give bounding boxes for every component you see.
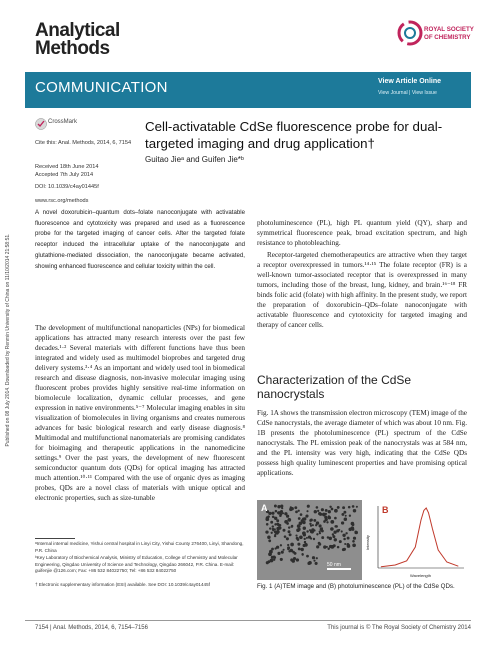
tem-particle <box>289 533 292 536</box>
received-date: Received 18th June 2014 <box>35 164 99 170</box>
publisher-name <box>424 26 474 41</box>
tem-particle <box>283 549 285 551</box>
tem-particle <box>287 544 289 546</box>
tem-particle <box>356 506 358 508</box>
tem-particle <box>334 538 337 541</box>
tem-particle <box>271 532 273 534</box>
tem-particle <box>329 506 331 508</box>
tem-particle <box>324 516 327 519</box>
tem-particle <box>342 548 345 551</box>
section-heading: Characterization of the CdSe nanocrystals <box>257 373 412 401</box>
footnote-rule <box>35 538 75 539</box>
tem-image <box>257 500 362 580</box>
crossmark-icon[interactable] <box>35 118 47 130</box>
tem-particle <box>313 538 315 540</box>
tem-particle <box>305 515 308 518</box>
tem-particle <box>341 530 343 532</box>
tem-particle <box>312 524 314 526</box>
tem-particle <box>317 510 319 512</box>
panel-b-label: B <box>382 505 389 515</box>
tem-particle <box>297 538 300 541</box>
tem-particle <box>288 526 290 528</box>
tem-particle <box>282 512 284 514</box>
tem-particle <box>272 516 275 519</box>
tem-particle <box>299 535 303 539</box>
publisher-line1: ROYAL SOCIETY <box>424 26 474 33</box>
tem-particle <box>265 517 269 521</box>
body-right-paragraph-2: Fig. 1A shows the transmission electron microscopy (TEM) image of the CdSe nanocrystals, the average diameter of which was about 10 nm. Fig. 1B presents the photoluminescence (PL) spectrum of the CdSe nanocrystals. The PL emission peak of the nanocrystals was at 584 nm, and the PL intensity was very high, indicating that the CdSe QDs possess high quality luminescent properties and have promising optical applications. <box>257 409 467 477</box>
tem-particle <box>280 558 283 561</box>
tem-particle <box>332 535 335 538</box>
tem-particle <box>287 546 290 549</box>
tem-particle <box>274 505 277 508</box>
tem-particle <box>339 540 342 543</box>
tem-particle <box>265 530 268 533</box>
tem-particle <box>280 513 283 516</box>
tem-particle <box>345 532 347 534</box>
tem-particle <box>352 543 356 547</box>
tem-particle <box>310 525 312 527</box>
tem-particle <box>306 555 309 558</box>
tem-particle <box>274 534 276 536</box>
y-axis-label: Intensity <box>365 535 370 550</box>
tem-particle <box>352 505 355 508</box>
scale-bar-label: 50 nm <box>327 562 341 568</box>
footer-rule <box>25 620 471 621</box>
tem-particle <box>326 521 328 523</box>
tem-particle <box>347 544 351 548</box>
tem-particle <box>321 508 324 511</box>
tem-particle <box>347 537 350 540</box>
tem-particle <box>334 525 337 528</box>
tem-particle <box>325 509 328 512</box>
tem-particle <box>313 519 316 522</box>
tem-particle <box>272 525 274 527</box>
tem-particle <box>331 508 334 511</box>
body-right-paragraph-1: Receptor-targeted chemotherapeutics are attractive when they target a receptor overexpressed in tumors.¹⁴·¹⁵ The folate receptor (FR) is a well-known tumor-associated receptor that is overexpressed in many tumors, including those of the breast, lung, kidney, and brain.¹⁶⁻¹⁸ FR binds folic acid (folate) with high affinity. In the present study, we report the preparation of doxorubicin–QDs–folate nanoconjugate with activatable fluorescence and cytotoxicity for targeted imaging and therapy of cancer cells. <box>257 251 467 329</box>
tem-particle <box>268 552 272 556</box>
tem-particle <box>341 521 344 524</box>
tem-particle <box>286 515 289 518</box>
tem-particle <box>301 548 304 551</box>
journal-name-line2: Methods <box>35 38 110 59</box>
tem-particle <box>345 515 347 517</box>
tem-particle <box>332 545 334 547</box>
tem-particle <box>291 507 294 510</box>
tem-particle <box>321 530 324 533</box>
tem-particle <box>292 559 295 562</box>
tem-particle <box>336 529 339 532</box>
body-left-column: The development of multifunctional nanoparticles (NPs) for biomedical applications has attracted many research interests over the past few decades.¹·² Several materials with different functions have thus been integrated and widely used as multimodel bioprobes and targeted drug delivery systems.³·⁴ As an important and widely used tool in biomedical research and disease diagnosis, non-invasive molecular imaging using fluorescent probes provides highly sensitive real-time information on biomolecule localization, dynamic cellular processes, and gene expression in native environments.⁵⁻⁷ Molecular imaging enables in situ visualization of biomolecules in living organisms and creates numerous advances for basic biological research and early disease diagnosis.⁸ Multimodal and multifunctional nanomaterials are promising candidates for bioimaging and therapeutic applications in the nanomedicine settings.⁹ Over the past years, the development of new fluorescent semiconductor quantum dots (QDs) for optical imaging has attracted much attention.¹⁰·¹¹ Compared with the use of organic dyes as imaging probes, QDs are a novel class of materials with unique optical and electronic properties, such as size-tunable <box>35 324 245 502</box>
footnote-a: ᵃInternal internal medicine, Yishui central hospital in Linyi City, Yishui County 276400, Linyi, Shandong, P.R. China <box>35 541 244 553</box>
tem-particle <box>266 523 269 526</box>
footnote-b: ᵇKey Laboratory of Biochemical Analysis, Ministry of Education, College of Chemistry and Molecular Engineering, Qingdao University of Science and Technology, Qingdao 266042, P.R. China. E-mail: guifenjie @126.com; Fax: +86 532 84022750; Tel: +86 532 84022750 <box>35 555 238 574</box>
tem-particle <box>277 505 280 508</box>
tem-particle <box>316 533 318 535</box>
tem-particle <box>316 506 319 509</box>
tem-particle <box>274 523 277 526</box>
tem-particle <box>329 537 332 540</box>
tem-particle <box>307 505 310 508</box>
tem-particle <box>306 530 308 532</box>
figure-1 <box>257 500 467 580</box>
tem-particle <box>342 534 345 537</box>
tem-particle <box>343 511 346 514</box>
tem-particle <box>298 547 301 550</box>
tem-particle <box>278 526 282 530</box>
tem-particle <box>276 532 279 535</box>
tem-particle <box>271 556 274 559</box>
tem-particle <box>327 548 329 550</box>
tem-particle <box>298 528 301 531</box>
view-article-online-link[interactable]: View Article Online <box>378 78 442 85</box>
accepted-date: Accepted 7th July 2014 <box>35 172 94 178</box>
tem-particle <box>266 561 269 564</box>
footer-left: 7154 | Anal. Methods, 2014, 6, 7154–7156 <box>35 625 148 631</box>
tem-particle <box>330 527 334 531</box>
tem-particle <box>310 519 313 522</box>
tem-particle <box>321 527 323 529</box>
tem-particle <box>308 535 311 538</box>
tem-particle <box>337 546 340 549</box>
tem-particle <box>269 527 271 529</box>
crossmark-label[interactable]: CrossMark <box>48 119 78 125</box>
tem-particle <box>306 510 308 512</box>
panel-a-label: A <box>261 503 268 513</box>
tem-particle <box>283 529 286 532</box>
tem-particle <box>314 510 317 513</box>
tem-particle <box>277 552 280 555</box>
tem-particle <box>288 519 290 521</box>
article-authors: Guitao Jieᵃ and Guifen Jie*ᵇ <box>145 155 244 164</box>
tem-particle <box>309 529 311 531</box>
tem-particle <box>327 536 329 538</box>
tem-particle <box>272 529 274 531</box>
tem-particle <box>291 525 294 528</box>
tem-particle <box>330 520 334 524</box>
tem-particle <box>274 517 277 520</box>
tem-particle <box>308 561 312 565</box>
tem-particle <box>353 509 356 512</box>
tem-particle <box>275 510 278 513</box>
tem-particle <box>280 505 283 508</box>
tem-particle <box>311 528 314 531</box>
tem-particle <box>304 538 306 540</box>
tem-particle <box>288 550 290 552</box>
article-title: Cell-activatable CdSe fluorescence probe for dual-targeted imaging and drug application† <box>145 119 443 151</box>
tem-particle <box>341 513 344 516</box>
tem-particle <box>342 506 345 509</box>
tem-particle <box>276 546 279 549</box>
tem-particle <box>352 540 355 543</box>
tem-particle <box>268 539 271 542</box>
journal-url[interactable]: www.rsc.org/methods <box>35 198 89 204</box>
view-journal-issue-links[interactable]: View Journal | View Issue <box>378 90 437 96</box>
tem-particle <box>270 521 273 524</box>
tem-particle <box>306 537 308 539</box>
x-axis-label: Wavelength <box>410 573 431 578</box>
journal-name <box>35 22 120 58</box>
tem-particle <box>273 558 275 560</box>
tem-particle <box>315 562 318 565</box>
tem-particle <box>297 543 300 546</box>
publisher-line2: OF CHEMISTRY <box>424 33 471 41</box>
tem-particle <box>353 537 356 540</box>
tem-particle <box>292 551 295 554</box>
tem-particle <box>302 554 304 556</box>
tem-particle <box>296 558 299 561</box>
figure-caption: Fig. 1 (A)TEM image and (B) photoluminescence (PL) of the CdSe QDs. <box>257 583 455 590</box>
tem-particle <box>276 523 279 526</box>
rsc-logo-icon <box>397 20 423 46</box>
tem-particle <box>300 513 303 516</box>
tem-particle <box>354 531 358 535</box>
tem-particle <box>318 542 321 545</box>
tem-particle <box>288 530 291 533</box>
tem-particle <box>348 528 351 531</box>
tem-particle <box>303 526 306 529</box>
tem-particle <box>284 520 288 524</box>
tem-particle <box>294 506 297 509</box>
tem-particle <box>316 557 318 559</box>
tem-particle <box>298 510 300 512</box>
tem-particle <box>349 515 351 517</box>
tem-particle <box>323 545 326 548</box>
footer-right: This journal is © The Royal Society of Chemistry 2014 <box>327 625 471 631</box>
tem-particle <box>345 517 347 519</box>
tem-particle <box>290 543 294 547</box>
article-doi[interactable]: DOI: 10.1039/c4ay01445f <box>35 184 99 190</box>
tem-particle <box>321 536 324 539</box>
tem-particle <box>334 509 338 513</box>
section-label: COMMUNICATION <box>35 79 168 96</box>
tem-particle <box>284 535 287 538</box>
tem-particle <box>328 510 331 513</box>
abstract-text: A novel doxorubicin–quantum dots–folate nanoconjugate with activatable fluorescence and cytotoxicity was prepared and used as a fluorescence probe for the targeted imaging of cancer cells. After the targeted folate receptor induced the intracellular uptake of the nanoconjugate and glutathione-mediated dissociation, the nanoconjugate became activated, showing enhanced fluorescence and cellular toxicity within the cell. <box>35 209 245 270</box>
tem-particle <box>312 556 315 559</box>
tem-particle <box>304 543 308 547</box>
tem-particle <box>267 535 271 539</box>
cite-line: Cite this: Anal. Methods, 2014, 6, 7154 <box>35 140 132 146</box>
tem-particle <box>316 545 319 548</box>
tem-particle <box>281 551 284 554</box>
journal-name-line1: Analytical <box>35 20 120 41</box>
tem-particle <box>322 513 324 515</box>
tem-particle <box>301 520 304 523</box>
tem-particle <box>298 517 301 520</box>
tem-particle <box>348 506 351 509</box>
tem-particle <box>280 544 282 546</box>
tem-particle <box>303 517 306 520</box>
tem-particle <box>337 506 340 509</box>
tem-particle <box>295 511 298 514</box>
tem-particle <box>304 541 306 543</box>
download-stamp-text: Published on 08 July 2014. Downloaded by Renmin University of China on 11/10/2014 21:58:51. <box>5 233 11 447</box>
tem-particle <box>334 517 337 520</box>
tem-particle <box>295 535 297 537</box>
scale-bar <box>327 568 351 570</box>
footnote-esi: † Electronic supplementary information (ESI) available. See DOI: 10.1039/c4ay01445f <box>35 582 210 587</box>
tem-particle <box>277 512 279 514</box>
tem-particle <box>319 532 321 534</box>
tem-particle <box>286 537 289 540</box>
tem-particle <box>319 513 322 516</box>
pl-spectrum-chart <box>364 500 467 580</box>
abstract-continuation: photoluminescence (PL), high PL quantum yield (QY), sharp and symmetrical fluorescence peak, broad excitation spectrum, and high resistance to photobleaching. <box>257 219 467 247</box>
tem-particle <box>316 521 319 524</box>
download-stamp <box>3 130 13 550</box>
tem-particle <box>328 515 330 517</box>
tem-particle <box>313 560 315 562</box>
tem-particle <box>302 531 306 535</box>
tem-particle <box>343 538 346 541</box>
tem-particle <box>344 543 346 545</box>
tem-particle <box>351 522 355 526</box>
tem-particle <box>271 512 274 515</box>
tem-particle <box>319 524 322 527</box>
